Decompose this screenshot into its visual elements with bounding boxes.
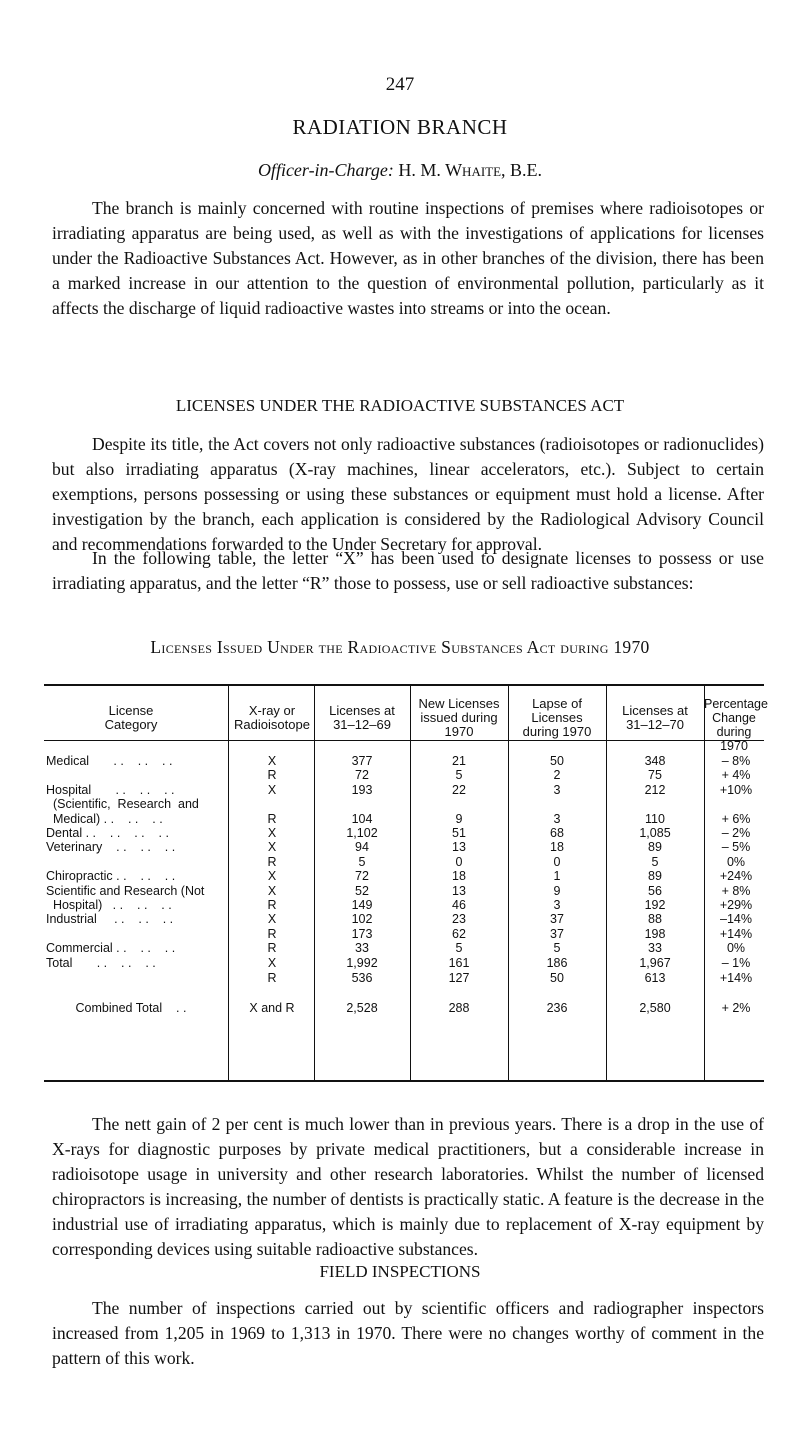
cell-v3: 50 bbox=[550, 971, 564, 985]
cell-v4: 2,580 bbox=[639, 1001, 671, 1015]
licenses-paragraph-1: Despite its title, the Act covers not only radioactive substances (radioisotopes or radionuclides) but also irradiating apparatus (X-ray machines, linear accelerators, etc.). Subject to certain exemptions, persons possessing or using these substances or equipment must hold a license. After investigation by the branch, each application is considered by the Radiological Advisory Council and recommendations forwarded to the Under Secretary for approval. bbox=[52, 434, 764, 554]
cell-v4: 212 bbox=[644, 783, 666, 797]
licenses-heading: LICENSES UNDER THE RADIOACTIVE SUBSTANCES ACT bbox=[175, 396, 625, 415]
cell-v3: 68 bbox=[550, 826, 564, 840]
cell-v3: 37 bbox=[550, 927, 564, 941]
cell-type: R bbox=[267, 812, 277, 826]
cell-v3: 3 bbox=[553, 812, 561, 826]
officer-line bbox=[0, 160, 800, 181]
cell-v3: 1 bbox=[553, 869, 561, 883]
cell-v3: 3 bbox=[553, 898, 561, 912]
cell-v3: 9 bbox=[553, 884, 561, 898]
cell-pct: – 8% bbox=[721, 754, 751, 768]
cell-type: X bbox=[267, 884, 277, 898]
cell-pct: –14% bbox=[720, 912, 752, 926]
header-licenses-1970: Licenses at 31–12–70 bbox=[622, 703, 688, 732]
cell-category: Medical . . . . . . bbox=[46, 754, 173, 768]
cell-type: R bbox=[267, 971, 277, 985]
cell-v2: 127 bbox=[448, 971, 470, 985]
cell-v4: 110 bbox=[645, 812, 665, 826]
cell-v4: 75 bbox=[648, 768, 662, 782]
page-title: RADIATION BRANCH bbox=[292, 115, 508, 139]
cell-type: X bbox=[267, 754, 277, 768]
cell-v1: 72 bbox=[355, 869, 369, 883]
column-divider bbox=[606, 684, 607, 1082]
cell-v1: 102 bbox=[351, 912, 373, 926]
cell-v1: 33 bbox=[355, 941, 369, 955]
cell-category: Industrial . . . . . . bbox=[46, 912, 174, 926]
header-license-category: License Category bbox=[104, 703, 158, 732]
cell-v1: 1,992 bbox=[346, 956, 378, 970]
header-new-licenses: New Licenses issued during 1970 bbox=[418, 696, 500, 739]
cell-v4: 1,085 bbox=[639, 826, 671, 840]
cell-v3: 186 bbox=[546, 956, 568, 970]
cell-v3: 5 bbox=[553, 941, 561, 955]
cell-category: Veterinary . . . . . . bbox=[46, 840, 176, 854]
cell-type: R bbox=[267, 855, 277, 869]
cell-pct: – 2% bbox=[721, 826, 751, 840]
cell-v1: 149 bbox=[351, 898, 373, 912]
cell-pct: – 1% bbox=[721, 956, 751, 970]
cell-category: (Scientific, Research and bbox=[46, 797, 199, 811]
cell-pct: 0% bbox=[726, 941, 746, 955]
cell-type: X bbox=[267, 826, 277, 840]
nett-gain-paragraph: The nett gain of 2 per cent is much lower than in previous years. There is a drop in the use of X-rays for diagnostic purposes by private medical practitioners, but a considerable increase in radioisotope usage in university and other research laboratories. Whilst the number of licensed chiropractors is increasing, the number of dentists is practically static. A feature is the decrease in the industrial use of irradiating apparatus, which is mainly due to replacement of X-ray equipment by corresponding devices using suitable radioactive substances. bbox=[52, 1114, 764, 1259]
cell-v1: 2,528 bbox=[346, 1001, 378, 1015]
cell-v1: 72 bbox=[355, 768, 369, 782]
cell-v4: 198 bbox=[644, 927, 666, 941]
cell-pct: – 5% bbox=[721, 840, 751, 854]
cell-v1: 536 bbox=[351, 971, 373, 985]
cell-v3: 50 bbox=[550, 754, 564, 768]
cell-v4: 56 bbox=[648, 884, 662, 898]
header-licenses-1969: Licenses at 31–12–69 bbox=[329, 703, 395, 732]
cell-v2: 51 bbox=[452, 826, 466, 840]
cell-v3: 2 bbox=[553, 768, 561, 782]
cell-v2: 5 bbox=[455, 768, 463, 782]
cell-v1: 193 bbox=[351, 783, 373, 797]
cell-type: R bbox=[267, 927, 277, 941]
cell-category: Commercial . . . . . . bbox=[46, 941, 176, 955]
cell-v2: 161 bbox=[448, 956, 470, 970]
cell-type: R bbox=[267, 941, 277, 955]
cell-v2: 62 bbox=[452, 927, 466, 941]
table-bottom-rule bbox=[44, 1080, 764, 1082]
cell-pct: +14% bbox=[719, 927, 753, 941]
cell-pct: + 8% bbox=[721, 884, 751, 898]
cell-v4: 89 bbox=[648, 869, 662, 883]
cell-type: X bbox=[267, 956, 277, 970]
cell-v2: 13 bbox=[452, 840, 466, 854]
officer-name: H. M. Whaite, B.E. bbox=[398, 160, 543, 180]
cell-v2: 0 bbox=[455, 855, 463, 869]
table-header-rule bbox=[44, 740, 764, 741]
officer-role: Officer-in-Charge: bbox=[257, 160, 394, 180]
cell-type: X bbox=[267, 840, 277, 854]
cell-v3: 18 bbox=[550, 840, 564, 854]
cell-type: X and R bbox=[249, 1001, 295, 1015]
cell-v4: 5 bbox=[651, 855, 659, 869]
cell-v2: 18 bbox=[452, 869, 466, 883]
cell-v2: 22 bbox=[452, 783, 466, 797]
cell-v2: 5 bbox=[455, 941, 463, 955]
cell-v1: 94 bbox=[355, 840, 369, 854]
column-divider bbox=[508, 684, 509, 1082]
cell-v2: 21 bbox=[452, 754, 466, 768]
header-percentage-change: Percentage Change during 1970 bbox=[704, 697, 768, 753]
cell-type: X bbox=[267, 912, 277, 926]
cell-v4: 88 bbox=[648, 912, 662, 926]
cell-pct: + 2% bbox=[721, 1001, 751, 1015]
cell-v4: 613 bbox=[644, 971, 666, 985]
field-inspections-heading: FIELD INSPECTIONS bbox=[319, 1262, 481, 1281]
licenses-table bbox=[44, 684, 768, 1082]
cell-v3: 37 bbox=[550, 912, 564, 926]
cell-type: X bbox=[267, 783, 277, 797]
cell-v4: 1,967 bbox=[639, 956, 671, 970]
cell-type: R bbox=[267, 898, 277, 912]
cell-v2: 23 bbox=[452, 912, 466, 926]
column-divider bbox=[228, 684, 229, 1082]
cell-category: Dental . . . . . . . . bbox=[46, 826, 169, 840]
licenses-paragraph-2: In the following table, the letter “X” has been used to designate licenses to possess or use irradiating apparatus, and the letter “R” those to possess, use or sell radioactive substances: bbox=[52, 548, 764, 593]
header-xray-radioisotope: X-ray or Radioisotope bbox=[234, 703, 310, 732]
cell-pct: +14% bbox=[719, 971, 753, 985]
header-lapse-of-licenses: Lapse of Licenses during 1970 bbox=[522, 696, 592, 739]
cell-pct: +29% bbox=[719, 898, 753, 912]
cell-pct: 0% bbox=[726, 855, 746, 869]
page-number: 247 bbox=[385, 74, 415, 95]
cell-v1: 173 bbox=[351, 927, 373, 941]
intro-paragraph: The branch is mainly concerned with routine inspections of premises where radioisotopes or irradiating apparatus are being used, as well as with the investigations of applications for licenses under the Radioactive Substances Act. However, as in other branches of the division, there has been a marked increase in our attention to the question of environmental pollution, particularly as it affects the discharge of liquid radioactive wastes into streams or into the ocean. bbox=[52, 198, 764, 318]
cell-category: Hospital) . . . . . . bbox=[46, 898, 172, 912]
cell-v4: 33 bbox=[648, 941, 662, 955]
cell-category: Chiropractic . . . . . . bbox=[46, 869, 176, 883]
cell-type: X bbox=[267, 869, 277, 883]
cell-v2: 46 bbox=[452, 898, 466, 912]
field-inspections-paragraph: The number of inspections carried out by scientific officers and radiographer inspectors increased from 1,205 in 1969 to 1,313 in 1970. There were no changes worthy of comment in the pattern of this work. bbox=[52, 1298, 764, 1368]
cell-v1: 377 bbox=[351, 754, 373, 768]
cell-v2: 288 bbox=[448, 1001, 470, 1015]
column-divider bbox=[410, 684, 411, 1082]
cell-pct: + 6% bbox=[721, 812, 751, 826]
column-divider bbox=[314, 684, 315, 1082]
cell-v1: 5 bbox=[358, 855, 366, 869]
table-top-rule bbox=[44, 684, 764, 686]
cell-v4: 89 bbox=[648, 840, 662, 854]
cell-v4: 192 bbox=[644, 898, 666, 912]
cell-v2: 9 bbox=[455, 812, 463, 826]
cell-v1: 1,102 bbox=[346, 826, 378, 840]
cell-v2: 13 bbox=[452, 884, 466, 898]
cell-pct: +10% bbox=[719, 783, 753, 797]
cell-pct: + 4% bbox=[721, 768, 751, 782]
cell-v1: 52 bbox=[355, 884, 369, 898]
cell-category: Combined Total . . bbox=[75, 1001, 187, 1015]
cell-v3: 236 bbox=[546, 1001, 568, 1015]
cell-category: Medical) . . . . . . bbox=[46, 812, 163, 826]
cell-v3: 0 bbox=[553, 855, 561, 869]
cell-type: R bbox=[267, 768, 277, 782]
table-title: Licenses Issued Under the Radioactive Substances Act during 1970 bbox=[150, 637, 650, 657]
cell-v4: 348 bbox=[644, 754, 666, 768]
cell-v3: 3 bbox=[553, 783, 561, 797]
cell-category: Total . . . . . . bbox=[46, 956, 156, 970]
cell-v1: 104 bbox=[351, 812, 373, 826]
cell-pct: +24% bbox=[719, 869, 753, 883]
cell-category: Scientific and Research (Not bbox=[46, 884, 205, 898]
cell-category: Hospital . . . . . . bbox=[46, 783, 175, 797]
